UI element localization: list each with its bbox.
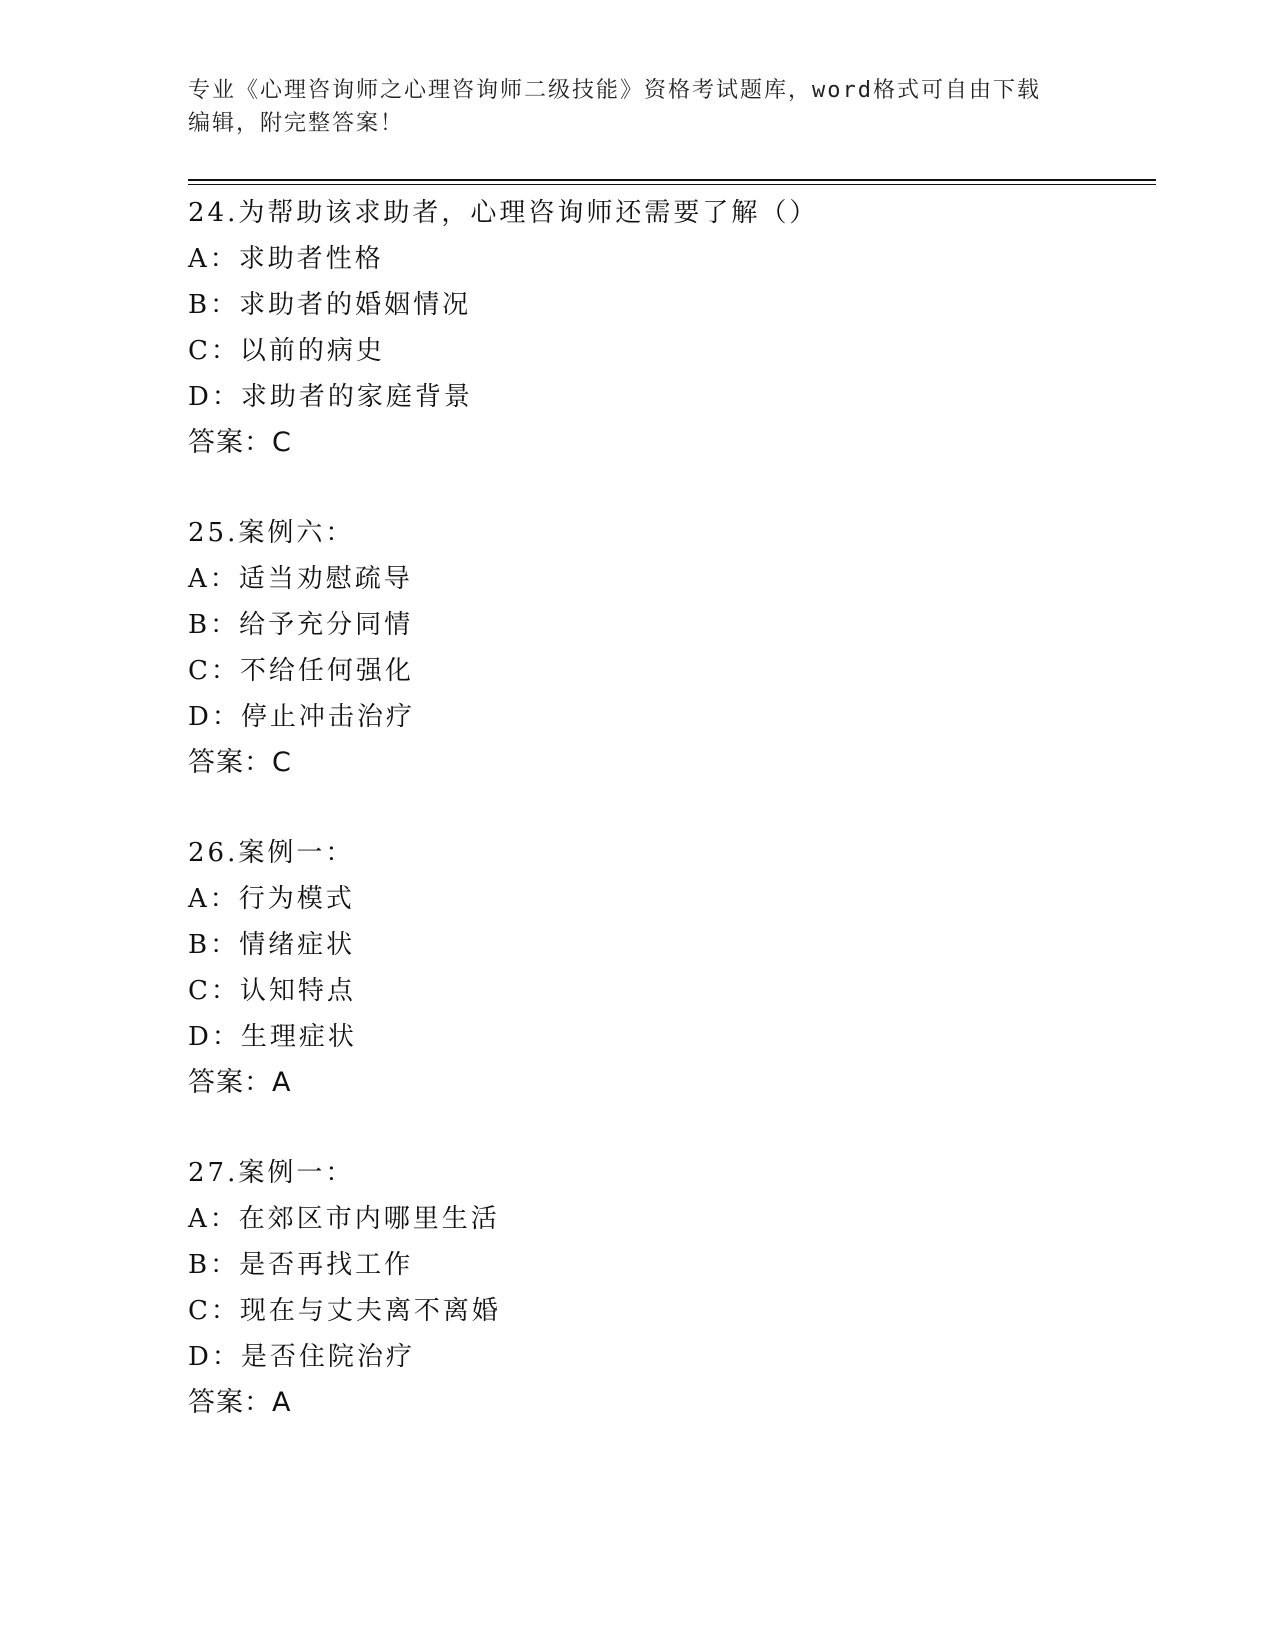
answer-label: 答案：C [188,747,292,778]
answer-label: 答案：A [188,1067,292,1098]
option-d: D：求助者的家庭背景 [188,382,473,412]
question-stem: 27.案例一： [188,1158,355,1188]
header-line-2: 编辑，附完整答案！ [188,111,405,136]
question-item [188,510,1148,786]
option-d: D：生理症状 [188,1022,357,1052]
option-d: D：停止冲击治疗 [188,702,415,732]
option-a: A：适当劝慰疏导 [188,564,413,594]
option-d: D：是否住院治疗 [188,1342,415,1372]
option-a: A：行为模式 [188,884,355,914]
question-item [188,1150,1148,1426]
option-c: C：认知特点 [188,976,356,1006]
option-c: C：现在与丈夫离不离婚 [188,1296,501,1326]
option-b: B：是否再找工作 [188,1250,414,1280]
header-divider-thin [188,184,1156,185]
option-a: A：在郊区市内哪里生活 [188,1204,500,1234]
option-c: C：不给任何强化 [188,656,414,686]
answer-label: 答案：C [188,427,292,458]
question-list [188,190,1148,1470]
header-divider-thick [188,179,1156,181]
answer-label: 答案：A [188,1387,292,1418]
question-item [188,190,1148,466]
header-line-1: 专业《心理咨询师之心理咨询师二级技能》资格考试题库，word格式可自由下载 [188,78,1041,103]
option-b: B：给予充分同情 [188,610,414,640]
question-stem: 26.案例一： [188,838,355,868]
option-b: B：求助者的婚姻情况 [188,290,472,320]
question-stem: 25.案例六： [188,518,355,548]
document-header [188,74,1088,140]
option-b: B：情绪症状 [188,930,356,960]
option-c: C：以前的病史 [188,336,385,366]
option-a: A：求助者性格 [188,244,384,274]
question-stem: 24.为帮助该求助者，心理咨询师还需要了解（） [188,198,819,228]
question-item [188,830,1148,1106]
